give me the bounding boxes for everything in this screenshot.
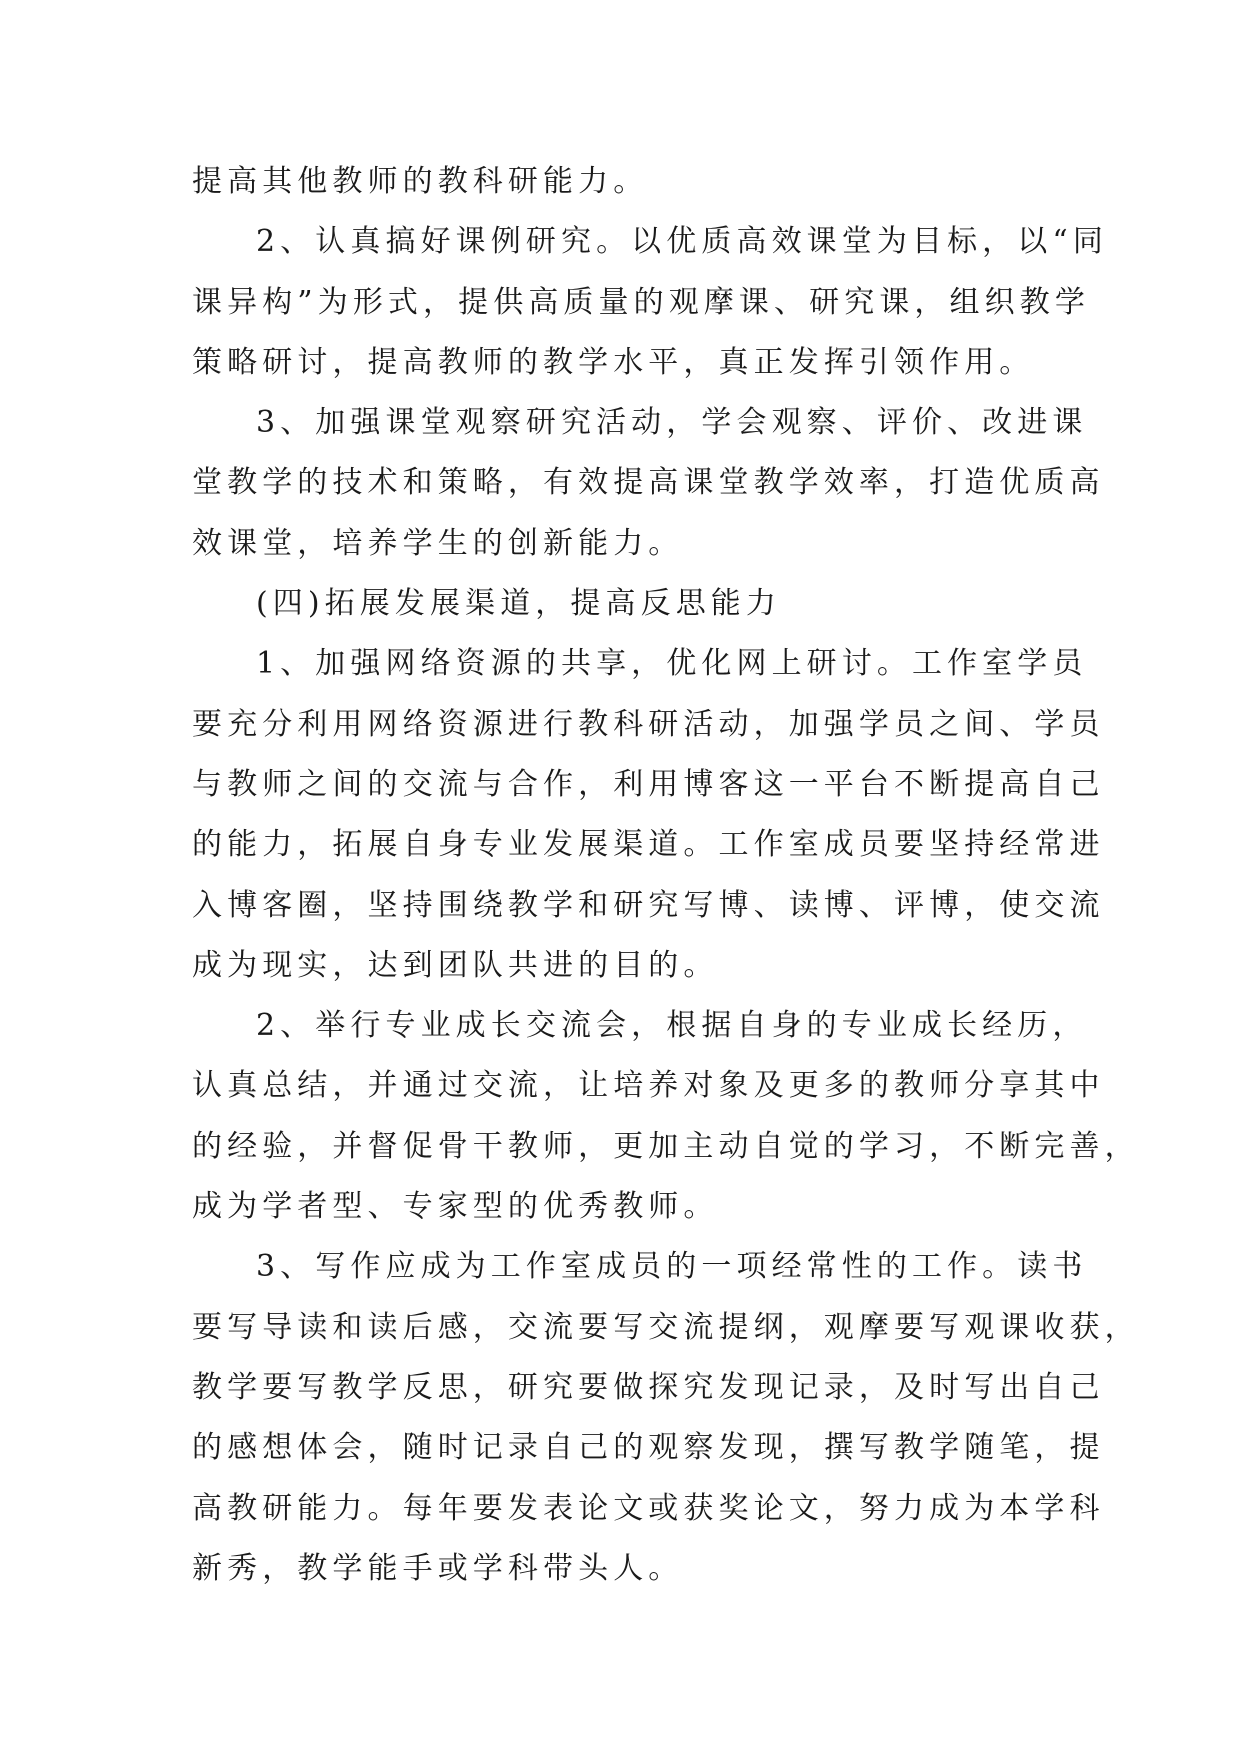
text-line: 的经验，并督促骨干教师，更加主动自觉的学习，不断完善， [192,1128,1140,1164]
text-line: 堂教学的技术和策略，有效提高课堂教学效率，打造优质高 [192,465,1105,501]
text-line: 2、举行专业成长交流会，根据自身的专业成长经历， [256,1008,1088,1044]
text-line: 1、加强网络资源的共享，优化网上研讨。工作室学员 [256,646,1088,682]
text-line: 3、写作应成为工作室成员的一项经常性的工作。读书 [256,1249,1088,1285]
text-line: 的能力，拓展自身专业发展渠道。工作室成员要坚持经常进 [192,827,1105,863]
text-line: 新秀，教学能手或学科带头人。 [192,1550,684,1586]
text-line: 要写导读和读后感，交流要写交流提纲，观摩要写观课收获， [192,1309,1140,1345]
text-line: (四)拓展发展渠道，提高反思能力 [256,586,782,622]
text-line: 成为学者型、专家型的优秀教师。 [192,1189,719,1225]
text-line: 入博客圈，坚持围绕教学和研究写博、读博、评博，使交流 [192,887,1105,923]
text-line: 成为现实，达到团队共进的目的。 [192,947,719,983]
text-line: 提高其他教师的教科研能力。 [192,164,649,199]
text-line: 的感想体会，随时记录自己的观察发现，撰写教学随笔，提 [192,1430,1105,1466]
text-line: 效课堂，培养学生的创新能力。 [192,525,684,561]
document-body [192,152,1140,1599]
text-line: 教学要写教学反思，研究要做探究发现记录，及时写出自己 [192,1369,1105,1405]
text-line: 2、认真搞好课例研究。以优质高效课堂为目标，以“同 [256,224,1108,260]
text-line: 课异构”为形式，提供高质量的观摩课、研究课，组织教学 [192,284,1090,320]
text-line: 认真总结，并通过交流，让培养对象及更多的教师分享其中 [192,1068,1105,1104]
text-line: 高教研能力。每年要发表论文或获奖论文，努力成为本学科 [192,1490,1105,1526]
text-line: 3、加强课堂观察研究活动，学会观察、评价、改进课 [256,405,1088,441]
text-line: 与教师之间的交流与合作，利用博客这一平台不断提高自己 [192,766,1105,802]
text-line: 策略研讨，提高教师的教学水平，真正发挥引领作用。 [192,344,1035,380]
text-line: 要充分利用网络资源进行教科研活动，加强学员之间、学员 [192,706,1105,742]
